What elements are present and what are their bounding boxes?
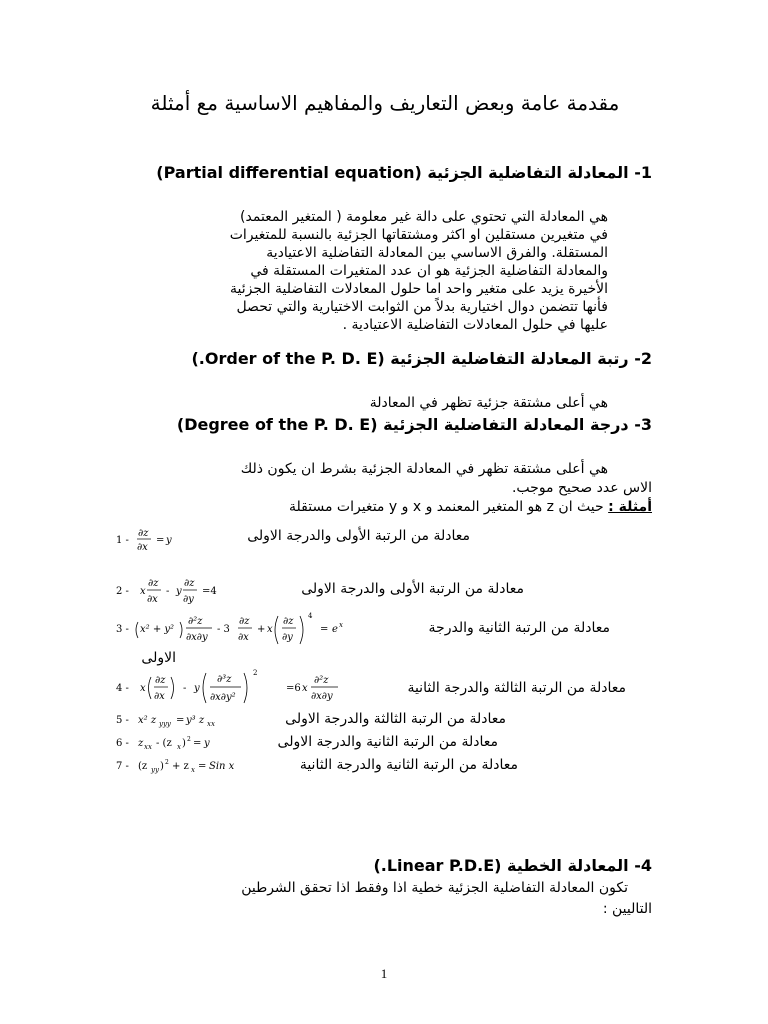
svg-text:y: y (176, 586, 182, 597)
section-4-heading: 4- المعادلة الخطية (Linear P.D.E.) (373, 856, 652, 875)
svg-text:1 -: 1 - (116, 535, 129, 546)
svg-text:6 -: 6 - (116, 738, 129, 749)
section-1-heading: 1- المعادلة التفاضلية الجزئية (Partial differential equation) (156, 163, 652, 182)
examples-intro-line (112, 498, 652, 516)
svg-text:x: x (177, 743, 181, 751)
svg-text:+: + (257, 624, 266, 635)
section-1-line: في متغيرين مستقلين او اكثر ومشتقاتها الجزئية بالنسبة للمتغيرات (229, 227, 608, 243)
svg-text:2 -: 2 - (116, 586, 129, 597)
svg-text:5 -: 5 - (116, 715, 129, 726)
svg-text:- 3: - 3 (217, 624, 230, 635)
svg-text:x: x (140, 683, 146, 694)
svg-text:=: = (320, 624, 329, 635)
svg-text:∂z: ∂z (239, 616, 250, 627)
equation-3-desc-cont: الاولى (141, 650, 176, 666)
svg-text:x² + y²: x² + y² (140, 624, 175, 635)
examples-label: أمثلة : (608, 499, 652, 515)
equation-1-desc: معادلة من الرتبة الأولى والدرجة الاولى (247, 528, 470, 544)
section-3-line-2: الاس عدد صحيح موجب. (511, 480, 652, 496)
svg-text:x: x (302, 683, 308, 694)
section-4-line-1: تكون المعادلة التفاضلية الجزئية خطية اذا وفقط اذا تحقق الشرطين (241, 880, 628, 896)
equation-5-desc: معادلة من الرتبة الثالثة والدرجة الاولى (285, 711, 506, 727)
svg-text:yy: yy (151, 766, 159, 774)
section-3-heading: 3- درجة المعادلة التفاضلية الجزئية (Degree of the P. D. E) (176, 415, 652, 434)
svg-text:- (z: - (z (156, 738, 172, 749)
page-title: مقدمة عامة وبعض التعاريف والمفاهيم الاساسية مع أمثلة (150, 91, 620, 115)
svg-text:=: = (156, 535, 165, 546)
section-1-line: فأنها تتضمن دوال اختيارية بدلاً من الثوابت الاختيارية والتي تحصل (236, 299, 608, 315)
equation-2-math (116, 574, 246, 608)
equation-6-desc: معادلة من الرتبة الثانية والدرجة الاولى (277, 734, 498, 750)
svg-text:7 -: 7 - (116, 761, 129, 772)
section-4-line-2: التاليين : (602, 901, 652, 917)
svg-text:(z: (z (138, 761, 148, 772)
equation-4-desc: معادلة من الرتبة الثالثة والدرجة الثانية (407, 680, 626, 696)
svg-text:): ) (182, 738, 186, 749)
svg-text:Sin x: Sin x (209, 761, 235, 772)
svg-text:y: y (204, 738, 210, 749)
svg-text:∂y: ∂y (183, 594, 194, 605)
svg-text:y: y (194, 683, 200, 694)
page-number: 1 (380, 966, 388, 981)
svg-text:=: = (198, 761, 207, 772)
svg-text:y³ z: y³ z (186, 715, 205, 726)
equation-7-math (116, 757, 266, 775)
svg-text:x² z: x² z (138, 715, 157, 726)
equation-4-math (116, 666, 356, 710)
svg-text:x: x (339, 621, 343, 629)
svg-text:xx: xx (207, 720, 215, 728)
svg-text:=: = (193, 738, 202, 749)
svg-text:∂x: ∂x (147, 594, 158, 605)
svg-text:e: e (332, 624, 338, 635)
svg-text:∂²z: ∂²z (314, 675, 329, 686)
svg-text:x: x (191, 766, 195, 774)
section-2-heading: 2- رتبة المعادلة التفاضلية الجزئية (Order of the P. D. E.) (191, 349, 652, 368)
svg-text:∂x∂y: ∂x∂y (186, 632, 208, 643)
svg-text:∂x: ∂x (137, 542, 148, 553)
svg-text:x: x (267, 624, 273, 635)
equation-2-desc: معادلة من الرتبة الأولى والدرجة الاولى (301, 581, 524, 597)
svg-text:x: x (140, 586, 146, 597)
svg-text:∂z: ∂z (148, 578, 159, 589)
equation-3-desc: معادلة من الرتبة الثانية والدرجة (428, 620, 610, 636)
section-2-text: هي أعلى مشتقة جزئية تظهر في المعادلة (369, 395, 608, 411)
svg-text:z: z (138, 738, 144, 749)
svg-text:4: 4 (308, 612, 313, 620)
svg-text:∂x∂y²: ∂x∂y² (210, 692, 236, 703)
section-3-line-1: هي أعلى مشتقة تظهر في المعادلة الجزئية بشرط ان يكون ذلك (240, 461, 608, 477)
svg-text:2: 2 (253, 669, 258, 677)
equation-7-desc: معادلة من الرتبة الثانية والدرجة الثانية (299, 757, 518, 773)
svg-text:2: 2 (165, 759, 169, 766)
svg-text:+ z: + z (172, 761, 189, 772)
equation-1-math (116, 524, 186, 554)
svg-text:∂²z: ∂²z (188, 616, 203, 627)
svg-text:y: y (166, 535, 172, 546)
svg-text:xx: xx (144, 743, 152, 751)
svg-text:∂z: ∂z (138, 528, 149, 539)
svg-text:-: - (183, 683, 187, 694)
section-1-line: الأخيرة يزيد على متغير واحد اما حلول المعادلات التفاضلية الجزئية (229, 281, 608, 297)
svg-text:∂z: ∂z (155, 675, 166, 686)
svg-text:yyy: yyy (159, 720, 171, 728)
svg-text:∂z: ∂z (184, 578, 195, 589)
equation-5-math (116, 711, 236, 729)
section-1-body (108, 208, 608, 334)
svg-text:=4: =4 (202, 586, 217, 597)
svg-text:): ) (160, 761, 164, 772)
svg-text:∂x: ∂x (154, 691, 165, 702)
svg-text:=6: =6 (286, 683, 301, 694)
section-1-line: والمعادلة التفاضلية الجزئية هو ان عدد المتغيرات المستقلة في (250, 263, 608, 279)
svg-text:=: = (176, 715, 185, 726)
section-1-line: هي المعادلة التي تحتوي على دالة غير معلومة ( المتغير المعتمد) (240, 209, 608, 225)
section-1-line: عليها في حلول المعادلات التفاضلية الاعتيادية . (342, 317, 608, 333)
svg-text:4 -: 4 - (116, 683, 129, 694)
svg-text:2: 2 (187, 736, 191, 743)
examples-intro: حيث ان z هو المتغير المعنمد و x و y متغيرات مستقلة (289, 499, 604, 515)
equation-3-math (116, 610, 376, 650)
svg-text:∂x: ∂x (238, 632, 249, 643)
svg-text:∂y: ∂y (282, 632, 293, 643)
svg-text:-: - (166, 586, 170, 597)
section-1-line: المستقلة. والفرق الاساسي بين المعادلة التفاضلية الاعتيادية (266, 245, 608, 261)
svg-text:3 -: 3 - (116, 624, 129, 635)
svg-text:∂x∂y: ∂x∂y (311, 691, 333, 702)
svg-text:∂z: ∂z (283, 616, 294, 627)
svg-text:∂³z: ∂³z (217, 674, 232, 685)
equation-6-math (116, 734, 226, 752)
